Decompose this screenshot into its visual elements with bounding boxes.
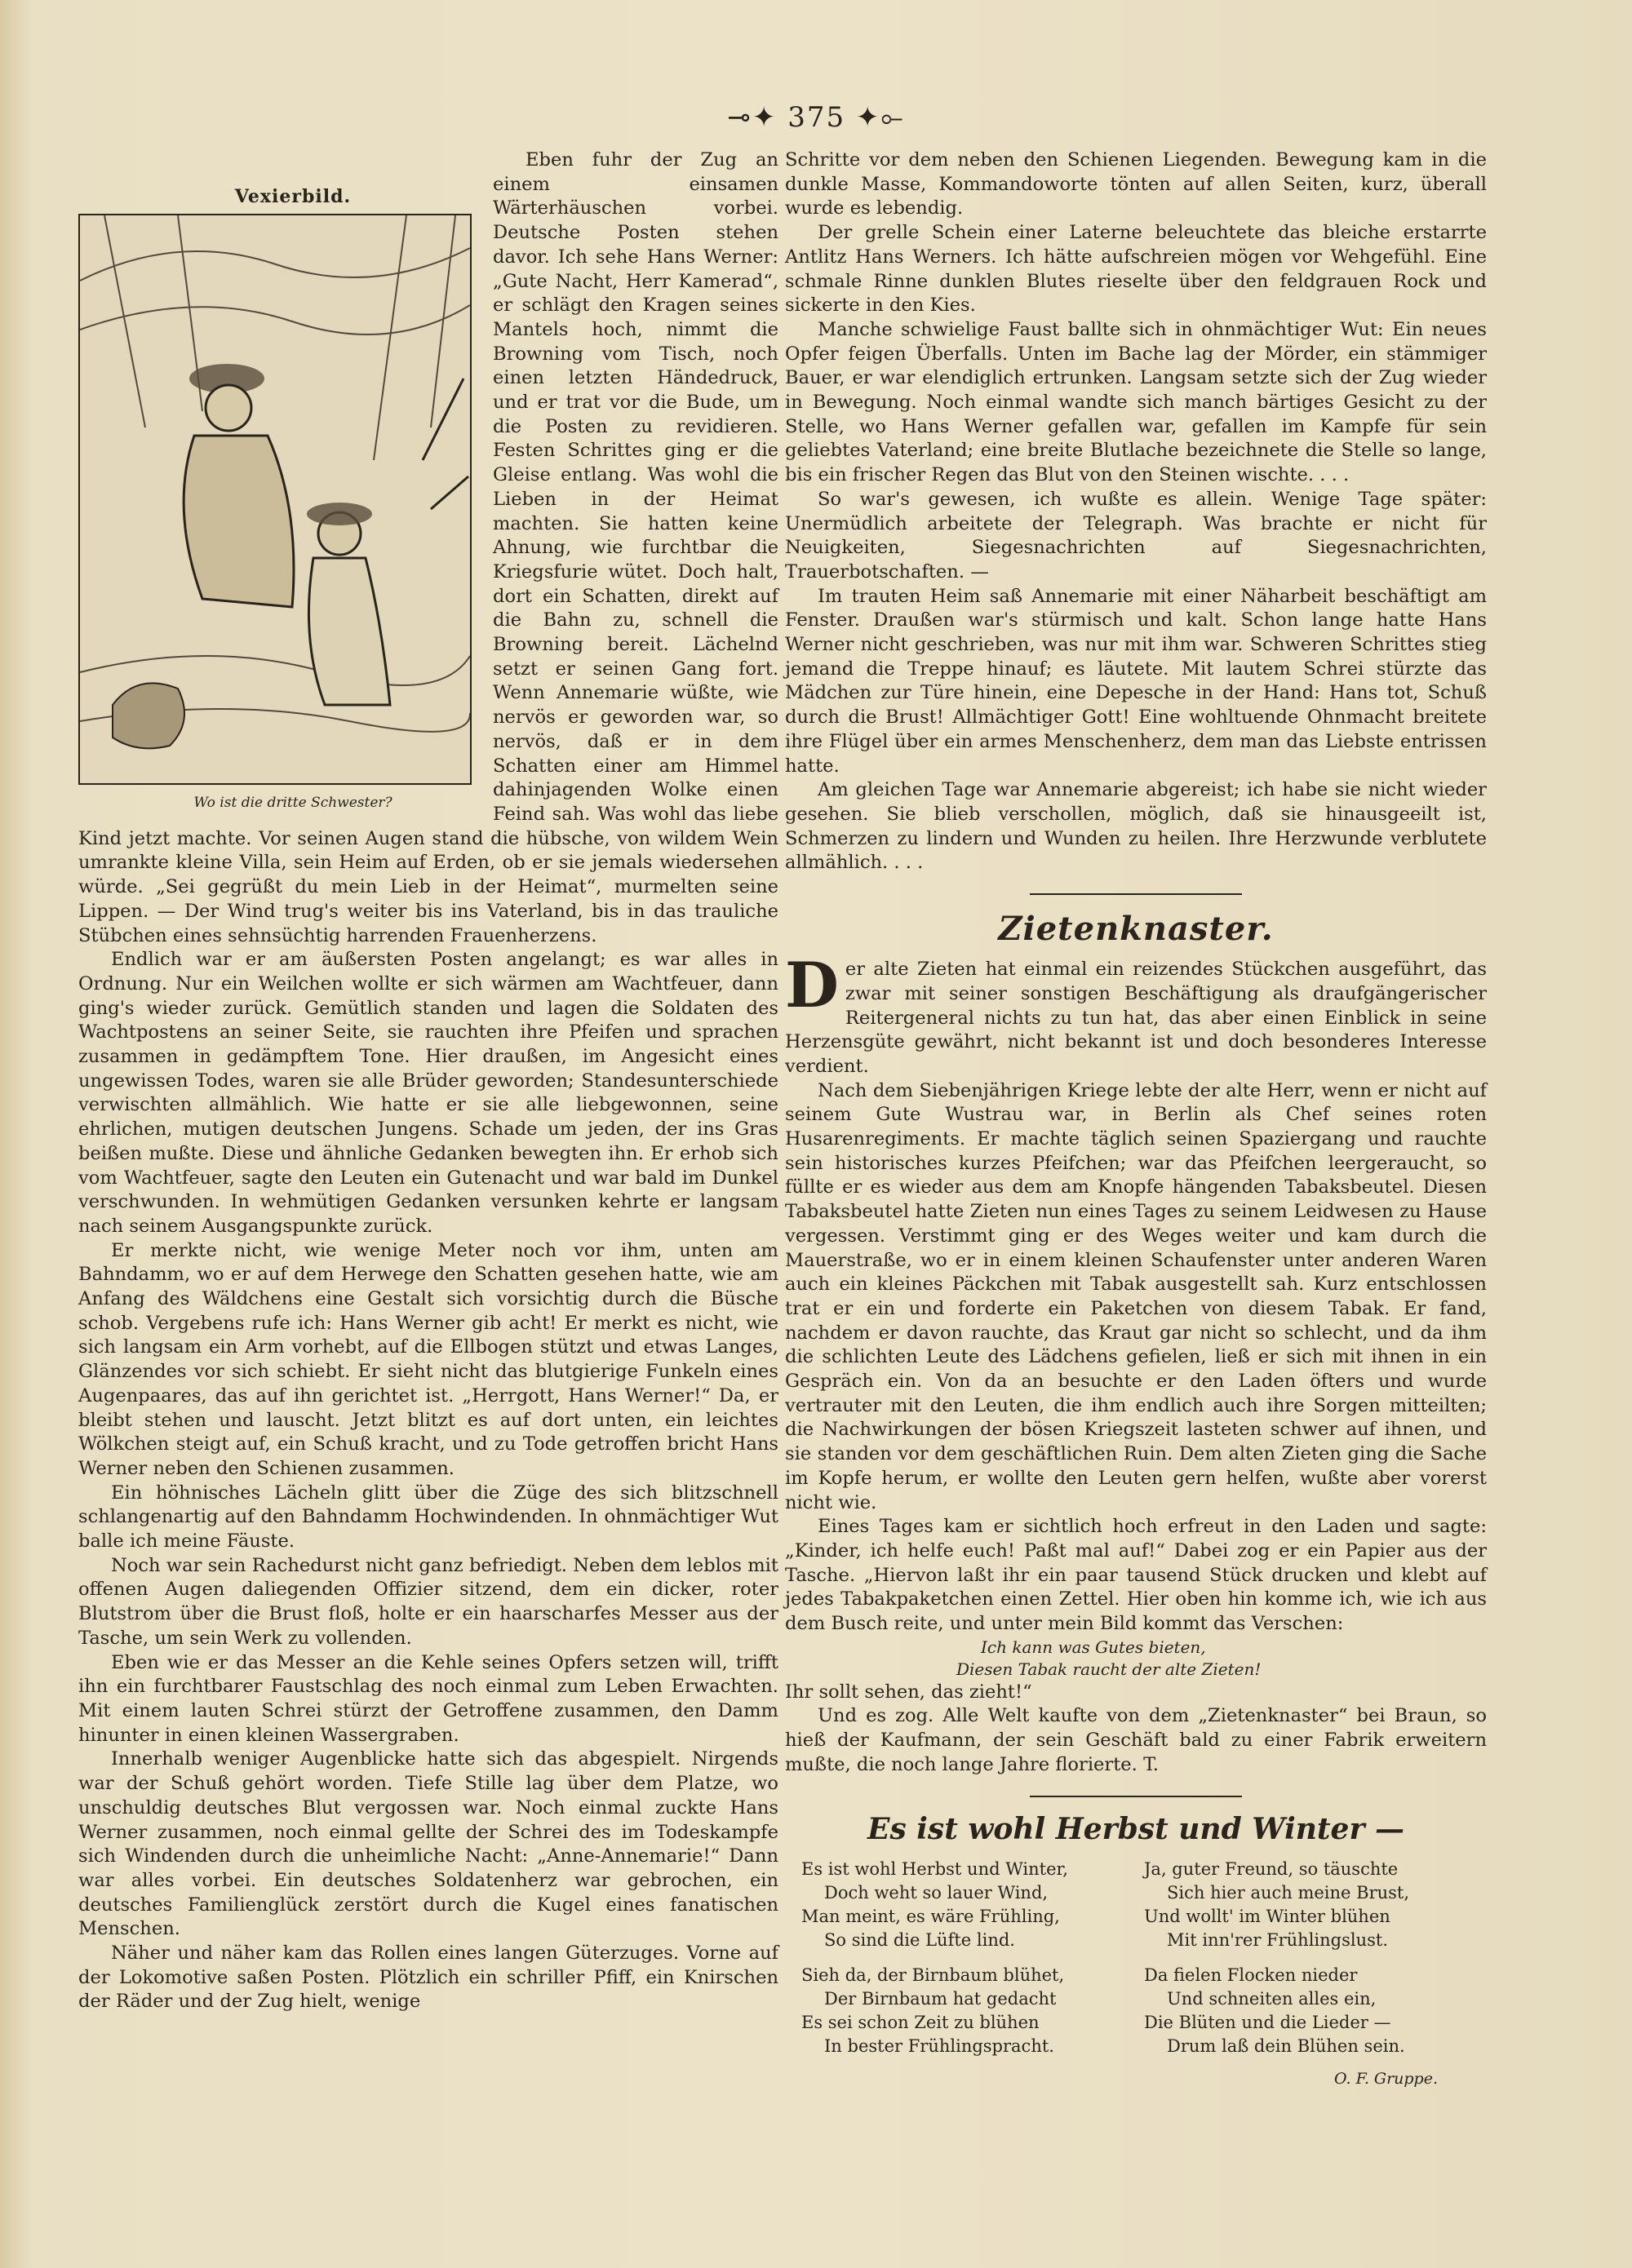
poem-line: In bester Frühlingspracht. — [824, 2035, 1054, 2056]
woodcut-image — [80, 215, 470, 783]
puzzle-figure — [78, 179, 475, 821]
poem-line: Mit inn'rer Frühlingslust. — [1167, 1929, 1389, 1950]
poem-line: Es ist wohl Herbst und Winter, — [801, 1858, 1068, 1879]
page-number: ⊸✦ 375 ✦⟜ — [727, 101, 905, 134]
poem-line: Und schneiten alles ein, — [1167, 1988, 1377, 2009]
figure-title: Vexierbild. — [234, 186, 352, 207]
article-paragraph: Und es zog. Alle Welt kaufte von dem „Zietenknaster“ bei Braun, so hieß der Kaufmann, der sein Geschäft bald zu einer Fabrik erweitern mußte, die noch lange Jahre florierte. T. — [785, 1705, 1487, 1775]
poem-line: Doch weht so lauer Wind, — [824, 1882, 1049, 1903]
poem-line: Die Blüten und die Lieder — — [1144, 2012, 1391, 2032]
story-paragraph: So war's gewesen, ich wußte es allein. Wenige Tage später: Unermüdlich arbeitete der Telegraph. Was brachte er nicht für Neuigkeiten, Siegesnachrichten auf Siegesnachrichten, Trauerbotschaften. — — [785, 488, 1487, 583]
poem-line: Drum laß dein Blühen sein. — [1167, 2035, 1405, 2056]
divider — [1030, 893, 1242, 895]
poem-line: Sich hier auch meine Brust, — [1167, 1882, 1410, 1903]
story-paragraph: Manche schwielige Faust ballte sich in ohnmächtiger Wut: Ein neues Opfer feigen Überfalls. Unten im Bache lag der Mörder, ein stämmiger Bauer, er war elendiglich ertrunken. Langsam setzte sich der Zug wieder in Bewegung. Noch einmal wandte sich manch bärtiges Gesicht zu der Stelle, wo Hans Werner gefallen war, gefallen im Kampfe für sein geliebtes Vaterland; eine breite Blutlache bezeichnete die Stelle so lange, bis ein frischer Regen das Blut von den Steinen wischte. . . . — [785, 318, 1487, 486]
right-column — [785, 148, 1487, 2088]
left-column — [78, 148, 778, 2014]
poem-author: O. F. Gruppe. — [1334, 2069, 1438, 2088]
article-paragraph: Nach dem Siebenjährigen Kriege lebte der alte Herr, wenn er nicht auf seinem Gute Wustrau war, in Berlin als Chef seines roten Husarenregiments. Er machte täglich seinen Spaziergang und rauchte sein historisches kurzes Pfeifchen; war das Pfeifchen leergeraucht, so füllte er es wieder aus dem am Knopfe hängenden Tabaksbeutel. Diesen Tabaksbeutel hatte Zieten nun eines Tages zu seinem Leidwesen zu Hause vergessen. Verstimmt ging er des Weges weiter und kam durch die Mauerstraße, wo er in einem kleinen Schaufenster unter anderen Waren auch ein kleines Päckchen mit Tabak ausgestellt sah. Kurz entschlossen trat er ein und forderte ein Paketchen von diesem Tabak. Er fand, nachdem er davon rauchte, das Kraut gar nicht so schlecht, und da ihm die schlichten Leute des Lädchens gefielen, ließ er sich mit ihnen in ein Gespräch ein. Von da an besuchte er den Laden öfters und wurde vertrauter mit den Leuten, die ihm endlich auch ihre Sorgen mitteilten; die Nachwirkungen der bösen Kriegszeit lasteten schwer auf ihnen, und sie standen vor dem geschäftlichen Ruin. Dem alten Zieten ging die Sache im Kopfe herum, er wollte den Leuten gern helfen, wußte aber vorerst nicht wie. — [785, 1079, 1487, 1513]
poem-line: Sieh da, der Birnbaum blühet, — [801, 1965, 1065, 1985]
story-paragraph: Schritte vor dem neben den Schienen Liegenden. Bewegung kam in die dunkle Masse, Kommandoworte tönten auf allen Seiten, kurz, überall wurde es lebendig. — [785, 149, 1487, 219]
story-paragraph: Endlich war er am äußersten Posten angelangt; es war alles in Ordnung. Nur ein Weilchen wollte er sich wärmen am Wachtfeuer, dann ging's wieder zurück. Gemütlich standen und lagen die Soldaten des Wachtpostens an seiner Seite, sie rauchten ihre Pfeifen und sprachen zusammen in gedämpftem Tone. Hier draußen, im Angesicht eines ungewissen Todes, waren sie alle Brüder geworden; Standesunterschiede verwischten allmählich. Wie hatte er sie alle liebgewonnen, seine ehrlichen, mutigen deutschen Jungens. Schade um jeden, der ins Gras beißen mußte. Diese und ähnliche Gedanken bewegten ihn. Er erhob sich vom Wachtfeuer, sagte den Leuten ein Gutenacht und war bald im Dunkel verschwunden. In wehmütigen Gedanken versunken kehrte er langsam nach seinem Ausgangspunkte zurück. — [78, 949, 778, 1237]
story-paragraph: Noch war sein Rachedurst nicht ganz befriedigt. Neben dem leblos mit offenen Augen daliegenden Offizier sitzend, dem ein dicker, roter Blutstrom über die Brust floß, holte er ein haarscharfes Messer aus der Tasche, um sein Werk zu vollenden. — [78, 1554, 778, 1649]
poem-column-right — [1144, 1858, 1470, 2070]
story-paragraph: Er merkte nicht, wie wenige Meter noch vor ihm, unten am Bahndamm, wo er auf dem Herwege den Schatten gesehen hatte, wie am Anfang des Wäldchens eine Gestalt sich vorsichtig durch die Büsche schob. Vergebens rufe ich: Hans Werner gib acht! Er merkt es nicht, wie sich langsam ein Arm vorhebt, auf die Ellbogen stützt und etwas Langes, Glänzendes vor sich schiebt. Er sieht nicht das blutgierige Funkeln eines Augenpaares, das auf ihn gerichtet ist. „Herrgott, Hans Werner!“ Da, er bleibt stehen und lauscht. Jetzt blitzt es auf dort unten, ein leichtes Wölkchen steigt auf, ein Schuß kracht, und zu Tode getroffen bricht Hans Werner neben den Schienen zusammen. — [78, 1239, 778, 1479]
story-paragraph: Am gleichen Tage war Annemarie abgereist; ich habe sie nicht wieder gesehen. Sie blieb verschollen, möglich, daß sie hinausgeeilt ist, Schmerzen zu lindern und Wunden zu heilen. Ihre Herzwunde verblutete allmählich. . . . — [785, 779, 1487, 874]
divider — [1030, 1796, 1242, 1797]
article-title: Zietenknaster. — [998, 910, 1274, 949]
poem-line: Es sei schon Zeit zu blühen — [801, 2012, 1040, 2032]
article-paragraph: Ihr sollt sehen, das zieht!“ — [785, 1681, 1032, 1703]
story-paragraph: Näher und näher kam das Rollen eines langen Güterzuges. Vorne auf der Lokomotive saßen Posten. Plötzlich ein schriller Pfiff, ein Knirschen der Räder und der Zug hielt, wenige — [78, 1942, 778, 2013]
article-paragraph: Eines Tages kam er sichtlich hoch erfreut in den Laden und sagte: „Kinder, ich helfe euch! Paßt mal auf!“ Dabei zog er ein Papier aus der Tasche. „Hiervon laßt ihr ein paar tausend Stück drucken und klebt auf jedes Tabakpaketchen einen Zettel. Hier oben hin komme ich, wie ich aus dem Busch reite, und unter mein Bild kommt das Verschen: — [785, 1516, 1487, 1635]
stanza — [1144, 1858, 1470, 1952]
drop-cap: D — [785, 949, 839, 1022]
puzzle-illustration — [78, 214, 472, 785]
story-paragraph: Eben wie er das Messer an die Kehle seines Opfers setzen will, trifft ihn ein furchtbarer Faustschlag des noch einmal zum Leben Erwachten. Mit einem lauten Schrei stürzt der Getroffene zusammen, den Damm hinunter in einen kleinen Wassergraben. — [78, 1651, 778, 1746]
story-paragraph: Ein höhnisches Lächeln glitt über die Züge des sich blitzschnell schlangenartig auf den Bahndamm Hochwindenden. In ohnmächtiger Wut balle ich meine Fäuste. — [78, 1482, 778, 1553]
poem-line: So sind die Lüfte lind. — [824, 1929, 1015, 1950]
story-paragraph: Innerhalb weniger Augenblicke hatte sich das abgespielt. Nirgends war der Schuß gehört worden. Tiefe Stille lag über dem Platze, wo unschuldig deutsches Blut vergossen war. Noch einmal zuckte Hans Werner zusammen, noch einmal gellte der Schrei des im Todeskampfe sich Windenden durch die unheimliche Nacht: „Anne-Annemarie!“ Dann war alles vorbei. Ein deutsches Soldatenherz war gebrochen, ein deutsches Familienglück zerstört durch die Kugel eines fanatischen Menschen. — [78, 1748, 778, 1940]
verse-line: Ich kann was Gutes bieten, — [981, 1637, 1206, 1657]
stanza — [801, 1858, 1128, 1952]
poem-title: Es ist wohl Herbst und Winter — — [867, 1811, 1404, 1846]
poem — [785, 1858, 1487, 2070]
poem-line: Der Birnbaum hat gedacht — [824, 1988, 1057, 2009]
stanza — [801, 1964, 1128, 2058]
poem-line: Und wollt' im Winter blühen — [1144, 1906, 1390, 1926]
article-paragraph: Der alte Zieten hat einmal ein reizendes Stückchen ausgeführt, das zwar mit seiner sonstigen Beschäftigung als draufgängerischer Reitergeneral nichts zu tun hat, das aber einen Einblick in seine Herzensgüte gewährt, nicht bekannt ist und doch besonderes Interesse verdient. — [785, 949, 1487, 1077]
story-paragraph: Im trauten Heim saß Annemarie mit einer Näharbeit beschäftigt am Fenster. Draußen war's stürmisch und kalt. Schon lange hatte Hans Werner nicht geschrieben, was nur mit ihm war. Schweren Schrittes stieg jemand die Treppe hinauf; es läutete. Mit lautem Schrei stürzte das Mädchen zur Türe hinein, eine Depesche in der Hand: Hans tot, Schuß durch die Brust! Allmächtiger Gott! Eine wohltuende Ohnmacht breitete ihre Flügel über ein armes Menschenherz, dem man das Liebste entrissen hatte. — [785, 585, 1487, 777]
ornament-right-icon: ✦⟜ — [845, 101, 905, 134]
poem-column-left — [801, 1858, 1128, 2070]
verse-line: Diesen Tabak raucht der alte Zieten! — [956, 1659, 1262, 1679]
figure-caption: Wo ist die dritte Schwester? — [193, 795, 392, 811]
poem-line: Da fielen Flocken nieder — [1144, 1965, 1358, 1985]
poem-line: Man meint, es wäre Frühling, — [801, 1906, 1060, 1926]
stanza — [1144, 1964, 1470, 2058]
story-paragraph: Vexierbild. Wo ist die dritte Schwester? Eben fuhr der Zug an einem einsamen Wärterhäuschen vorbei. Deutsche Posten stehen davor. Ich sehe Hans Werner: „Gute Nacht, Herr Kamerad“, er schlägt den Kragen seines Mantels hoch, nimmt die Browning vom Tisch, noch einen letzten Händedruck, und er trat vor die Bude, um die Posten zu revidieren. Festen Schrittes ging er die Gleise entlang. Was wohl die Lieben in der Heimat machten. Sie hatten keine Ahnung, wie furchtbar die Kriegsfurie wütet. Doch halt, dort ein Schatten, direkt auf die Bahn zu, schnell die Browning bereit. Lächelnd setzt er seinen Gang fort. Wenn Annemarie wüßte, wie nervös er geworden war, so nervös, daß er in dem Schatten einer am Himmel dahinjagenden Wolke einen Feind sah. Was wohl das liebe Kind jetzt machte. Vor seinen Augen stand die hübsche, von wildem Wein umrankte kleine Villa, sein Heim auf Erden, ob er sie jemals wiedersehen würde. „Sei gegrüßt du mein Lieb in der Heimat“, murmelten seine Lippen. — Der Wind trug's weiter bis ins Vaterland, bis in das trauliche Stübchen eines sehnsüchtig harrenden Frauenherzens. — [78, 149, 778, 946]
story-paragraph: Der grelle Schein einer Laterne beleuchtete das bleiche erstarrte Antlitz Hans Werners. Ich hätte aufschreien mögen vor Wehgefühl. Eine schmale Rinne dunklen Blutes rieselte über den feldgrauen Rock und sickerte in den Kies. — [785, 222, 1487, 317]
ornament-left-icon: ⊸✦ — [727, 101, 788, 134]
poem-line: Ja, guter Freund, so täuschte — [1144, 1858, 1399, 1879]
article-signature: T. — [1143, 1753, 1159, 1775]
